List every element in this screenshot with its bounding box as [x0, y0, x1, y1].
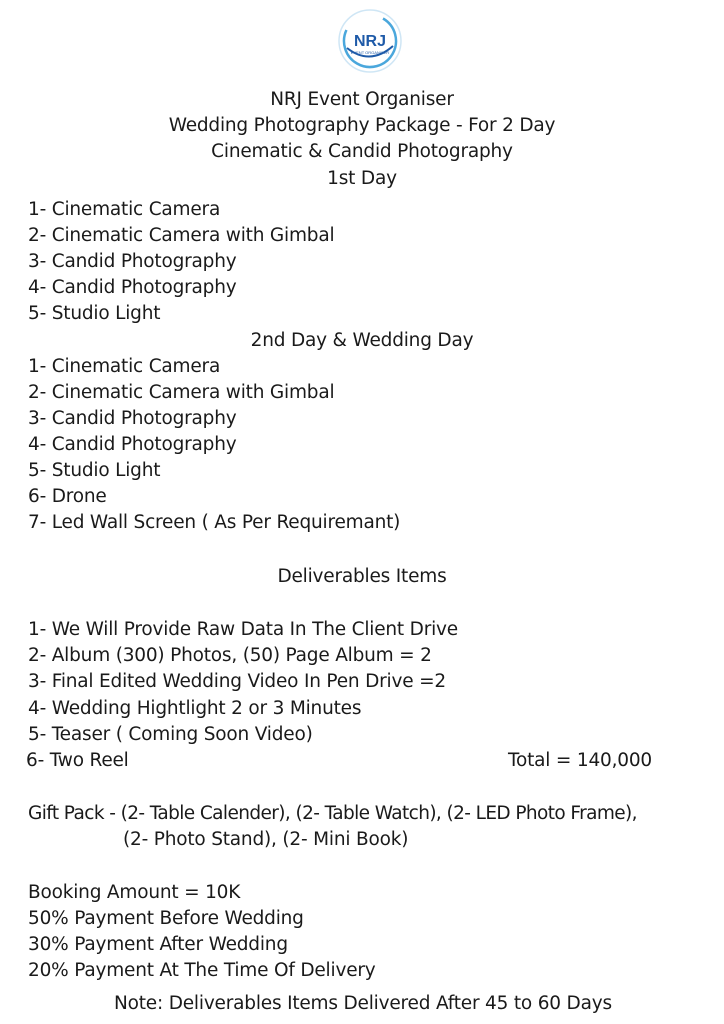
list-item: 6- Drone [28, 486, 107, 507]
booking-amount: Booking Amount = 10K [28, 882, 241, 903]
payment-term: 30% Payment After Wedding [28, 934, 288, 955]
total-amount: Total = 140,000 [508, 750, 652, 771]
list-item: 2- Cinematic Camera with Gimbal [28, 382, 335, 403]
list-item: 3- Candid Photography [28, 408, 237, 429]
list-item: 7- Led Wall Screen ( As Per Requiremant) [28, 512, 401, 533]
gift-pack-line1: Gift Pack - (2- Table Calender), (2- Table Watch), (2- LED Photo Frame), [28, 803, 637, 824]
company-name: NRJ Event Organiser [270, 89, 454, 110]
package-style: Cinematic & Candid Photography [211, 141, 513, 162]
day1-title: 1st Day [327, 168, 397, 189]
list-item: 4- Candid Photography [28, 277, 237, 298]
list-item: 2- Cinematic Camera with Gimbal [28, 225, 335, 246]
payment-term: 50% Payment Before Wedding [28, 908, 304, 929]
logo-text: NRJ [353, 33, 387, 50]
list-item: 3- Candid Photography [28, 251, 237, 272]
list-item: 4- Wedding Hightlight 2 or 3 Minutes [28, 698, 362, 719]
list-item: 1- Cinematic Camera [28, 199, 221, 220]
list-item: 2- Album (300) Photos, (50) Page Album = 2 [28, 645, 432, 666]
list-item: 4- Candid Photography [28, 434, 237, 455]
list-item: 6- Two Reel [26, 750, 129, 771]
list-item: 5- Studio Light [28, 303, 161, 324]
list-item: 1- We Will Provide Raw Data In The Client Drive [28, 619, 458, 640]
day2-title: 2nd Day & Wedding Day [250, 330, 474, 351]
list-item: 3- Final Edited Wedding Video In Pen Drive =2 [28, 671, 446, 692]
list-item: 5- Teaser ( Coming Soon Video) [28, 724, 313, 745]
deliverables-title: Deliverables Items [277, 566, 447, 587]
logo-tagline: EVENT ORGANISER [350, 50, 390, 55]
payment-term: 20% Payment At The Time Of Delivery [28, 960, 376, 981]
gift-pack-line2: (2- Photo Stand), (2- Mini Book) [123, 829, 409, 850]
delivery-note: Note: Deliverables Items Delivered After 45 to 60 Days [114, 993, 612, 1014]
nrj-logo [337, 8, 403, 74]
package-title: Wedding Photography Package - For 2 Day [168, 115, 556, 136]
list-item: 5- Studio Light [28, 460, 161, 481]
list-item: 1- Cinematic Camera [28, 356, 221, 377]
